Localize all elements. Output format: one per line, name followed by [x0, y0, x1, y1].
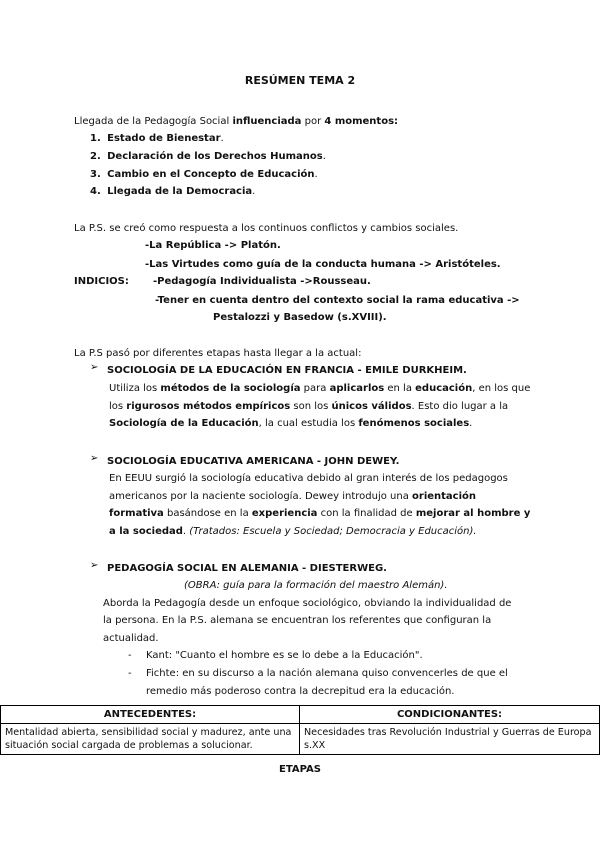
condicionantes-header: CONDICIONANTES:: [300, 706, 600, 724]
ps-intro: La P.S. se creó como respuesta a los continuos conflictos y cambios sociales.: [74, 223, 459, 234]
indicios-label: INDICIOS:: [74, 276, 129, 287]
ps-item: -Las Virtudes como guía de la conducta humana -> Aristóteles.: [145, 259, 501, 270]
list-item: 4. Llegada de la Democracia.: [90, 186, 256, 197]
ps-item: -La República -> Platón.: [145, 240, 281, 251]
section-text: Kant: "Cuanto el hombre es se lo debe a la Educación".: [146, 650, 423, 661]
dash-icon: -: [128, 668, 132, 679]
section-text: los rigurosos métodos empíricos son los únicos válidos. Esto dio lugar a la: [109, 401, 509, 412]
arrow-bullet-icon: ➢: [90, 362, 99, 373]
section-heading: SOCIOLOGÍA EDUCATIVA AMERICANA - JOHN DEWEY.: [107, 456, 400, 467]
section-note: (OBRA: guía para la formación del maestro Alemán).: [184, 580, 448, 591]
section-text: Sociología de la Educación, la cual estudia los fenómenos sociales.: [109, 418, 473, 429]
page-title: RESÚMEN TEMA 2: [244, 74, 356, 87]
conditions-table: [0, 705, 600, 755]
section-text: Utiliza los métodos de la sociología para aplicarlos en la educación, en los que: [109, 383, 531, 394]
intro-line: Llegada de la Pedagogía Social influenciada por 4 momentos:: [74, 116, 399, 127]
arrow-bullet-icon: ➢: [90, 560, 99, 571]
footer-heading: ETAPAS: [279, 764, 321, 775]
dash-icon: -: [128, 650, 132, 661]
section-text: actualidad.: [103, 633, 159, 644]
section-text: En EEUU surgió la sociología educativa debido al gran interés de los pedagogos: [109, 473, 508, 484]
condicionantes-text: Necesidades tras Revolución Industrial y Guerras de Europa s.XX: [300, 724, 600, 755]
section-text: remedio más poderoso contra la decrepitud era la educación.: [146, 686, 455, 697]
stages-intro: La P.S pasó por diferentes etapas hasta llegar a la actual:: [74, 348, 362, 359]
list-item: 1. Estado de Bienestar.: [90, 133, 224, 144]
section-heading: PEDAGOGÍA SOCIAL EN ALEMANIA - DIESTERWEG.: [107, 563, 387, 574]
antecedentes-text: Mentalidad abierta, sensibilidad social y madurez, ante una situación social cargada de problemas a solucionar.: [1, 724, 300, 755]
section-text: la persona. En la P.S. alemana se encuentran los referentes que configuran la: [103, 615, 492, 626]
section-text: a la sociedad. (Tratados: Escuela y Sociedad; Democracia y Educación).: [109, 526, 477, 537]
section-text: Aborda la Pedagogía desde un enfoque sociológico, obviando la individualidad de: [103, 598, 512, 609]
section-heading: SOCIOLOGÍA DE LA EDUCACIÓN EN FRANCIA - EMILE DURKHEIM.: [107, 365, 467, 376]
indicios-item-continuation: Pestalozzi y Basedow (s.XVIII).: [213, 312, 387, 323]
section-text: Fichte: en su discurso a la nación alemana quiso convencerles de que el: [146, 668, 508, 679]
indicios-item: -Pedagogía Individualista ->Rousseau.: [153, 276, 371, 287]
antecedentes-header: ANTECEDENTES:: [1, 706, 300, 724]
indicios-item: -Tener en cuenta dentro del contexto social la rama educativa ->: [155, 295, 520, 306]
section-text: formativa basándose en la experiencia con la finalidad de mejorar al hombre y: [109, 508, 531, 519]
list-item: 3. Cambio en el Concepto de Educación.: [90, 169, 318, 180]
list-item: 2. Declaración de los Derechos Humanos.: [90, 151, 326, 162]
section-text: americanos por la naciente sociología. Dewey introdujo una orientación: [109, 491, 477, 502]
arrow-bullet-icon: ➢: [90, 453, 99, 464]
